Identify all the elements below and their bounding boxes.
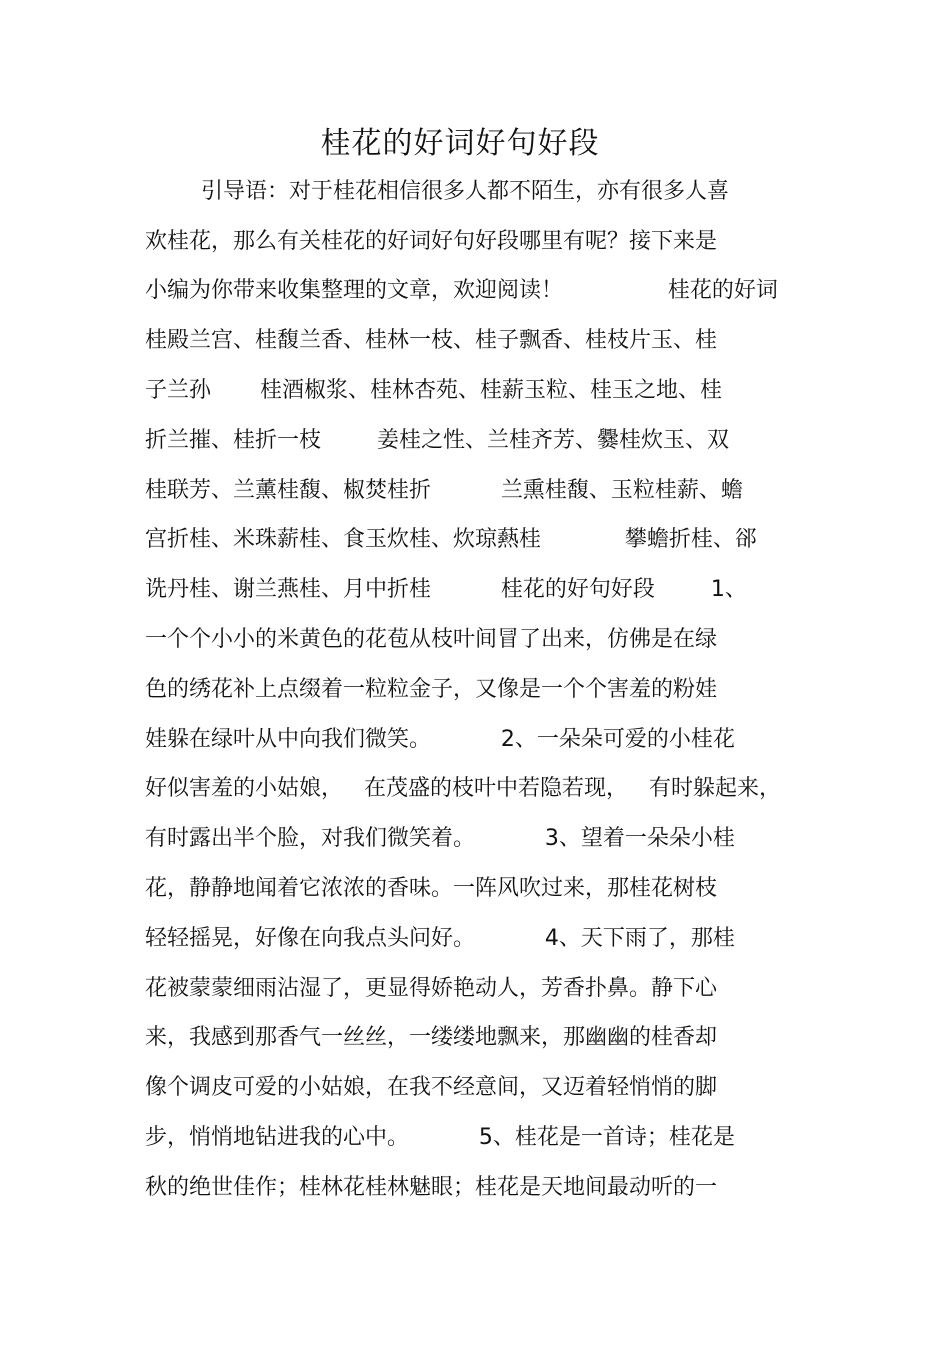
page-title: 桂花的好词好句好段 (320, 126, 600, 161)
text-line: 花被蒙蒙细雨沾湿了，更显得娇艳动人，芳香扑鼻。静下心 (145, 976, 718, 1001)
text-line: 小编为你带来收集整理的文章，欢迎阅读！ 桂花的好词 (145, 278, 778, 303)
text-line: 步，悄悄地钻进我的心中。 5、桂花是一首诗；桂花是 (145, 1125, 735, 1150)
text-line: 桂殿兰宫、桂馥兰香、桂林一枝、桂子飘香、桂枝片玉、桂 (145, 328, 718, 353)
text-line: 子兰孙 桂酒椒浆、桂林杏苑、桂薪玉粒、桂玉之地、桂 (145, 378, 722, 403)
text-line: 引导语：对于桂花相信很多人都不陌生，亦有很多人喜 (145, 179, 729, 204)
text-line: 折兰摧、桂折一枝 姜桂之性、兰桂齐芳、爨桂炊玉、双 (145, 428, 729, 453)
text-line: 色的绣花补上点缀着一粒粒金子，又像是一个个害羞的粉娃 (145, 677, 718, 702)
text-line: 秋的绝世佳作；桂林花桂林魅眼；桂花是天地间最动听的一 (145, 1175, 718, 1200)
text-line: 像个调皮可爱的小姑娘，在我不经意间，又迈着轻悄悄的脚 (145, 1075, 718, 1100)
text-line: 花，静静地闻着它浓浓的香味。一阵风吹过来，那桂花树枝 (145, 876, 718, 901)
text-line: 诜丹桂、谢兰燕桂、月中折桂 桂花的好句好段 1、 (145, 577, 747, 602)
text-line: 欢桂花，那么有关桂花的好词好句好段哪里有呢？接下来是 (145, 229, 718, 254)
text-line: 娃躲在绿叶从中向我们微笑。 2、一朵朵可爱的小桂花 (145, 727, 735, 752)
text-line: 宫折桂、米珠薪桂、食玉炊桂、炊琼爇桂 攀蟾折桂、郤 (145, 527, 757, 552)
text-line: 有时露出半个脸，对我们微笑着。 3、望着一朵朵小桂 (145, 826, 735, 851)
text-line: 轻轻摇晃，好像在向我点头问好。 4、天下雨了，那桂 (145, 926, 735, 951)
text-line: 来，我感到那香气一丝丝，一缕缕地飘来，那幽幽的桂香却 (145, 1025, 718, 1050)
text-line: 桂联芳、兰薰桂馥、椒焚桂折 兰熏桂馥、玉粒桂薪、蟾 (145, 478, 743, 503)
text-line: 一个个小小的米黄色的花苞从枝叶间冒了出来，仿佛是在绿 (145, 627, 718, 652)
text-line: 好似害羞的小姑娘， 在茂盛的枝叶中若隐若现， 有时躲起来， (145, 776, 781, 801)
